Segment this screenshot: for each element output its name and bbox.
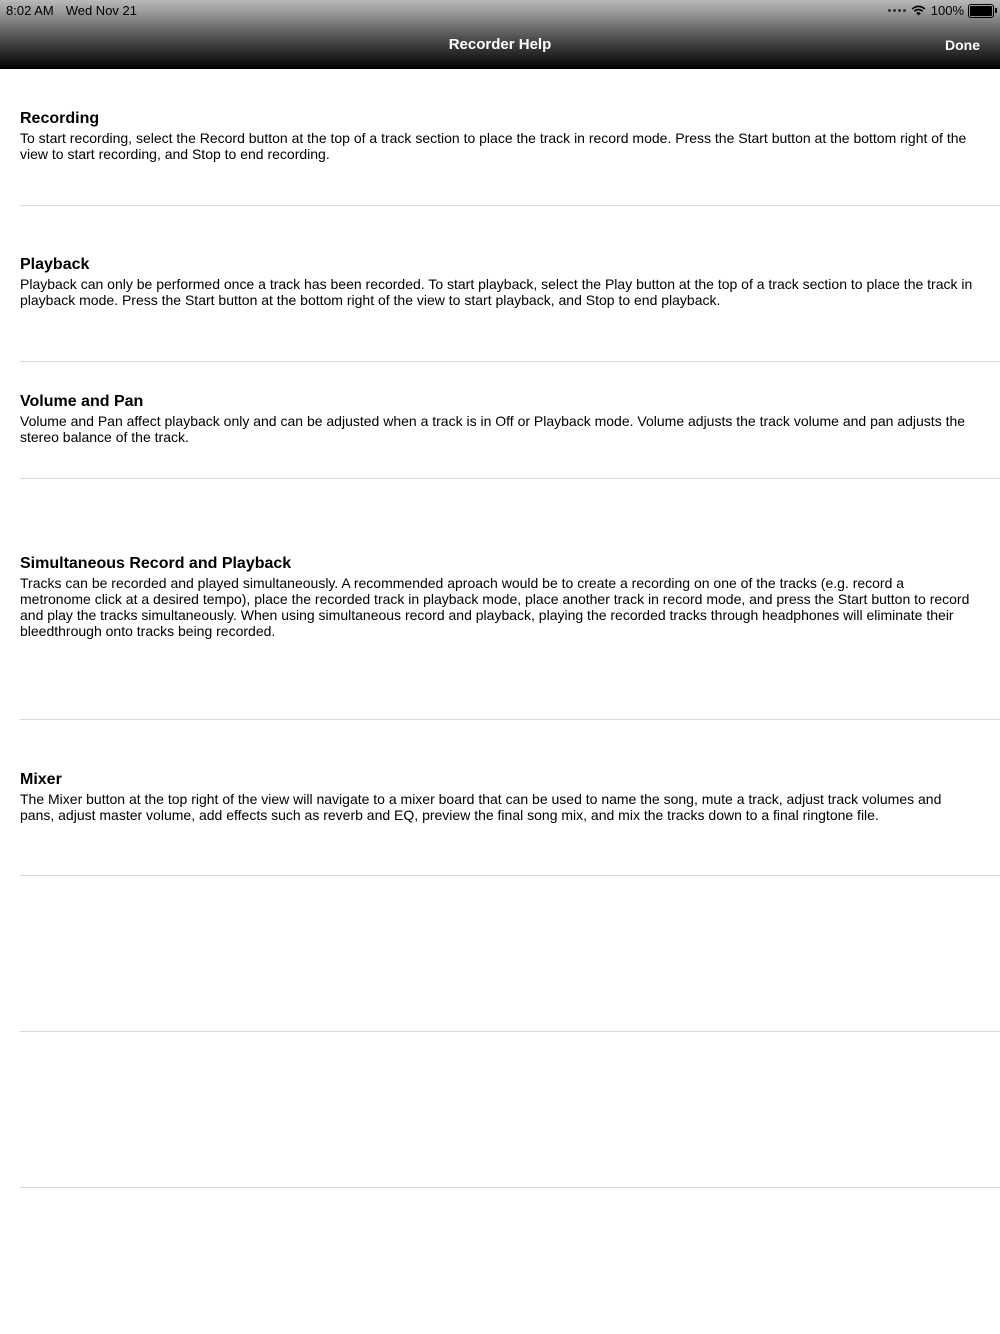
section-title: Mixer [20, 771, 62, 788]
help-section-volume-and-pan [20, 362, 1000, 479]
battery-icon [968, 4, 994, 18]
section-title: Simultaneous Record and Playback [20, 555, 292, 572]
section-body: Tracks can be recorded and played simultaneously. A recommended aproach would be to create a recording on one of the tracks (e.g. record a metronome click at a desired tempo), place the recorded track in playback mode, place another track in record mode, and press the Start button to record and play the tracks simultaneously. When using simultaneous record and playback, playing the recorded tracks through headphones will eliminate their bleedthrough onto tracks being recorded. [20, 575, 970, 639]
help-section-mixer [20, 720, 1000, 876]
help-section-playback [20, 206, 1000, 362]
section-title: Volume and Pan [20, 393, 144, 410]
section-body: The Mixer button at the top right of the view will navigate to a mixer board that can be used to name the song, mute a track, adjust track volumes and pans, adjust master volume, add effects such as reverb and EQ, preview the final song mix, and mix the tracks down to a final ringtone file. [20, 791, 942, 823]
done-button[interactable]: Done [945, 37, 980, 53]
section-body: To start recording, select the Record button at the top of a track section to place the track in record mode. Press the Start button at the bottom right of the view to start recording, and Stop to end recording. [20, 130, 967, 162]
help-section-recording [20, 69, 1000, 206]
status-bar-right [888, 3, 994, 18]
section-title: Playback [20, 256, 90, 273]
section-title: Recording [20, 110, 100, 127]
page-title: Recorder Help [448, 36, 552, 53]
battery-percentage: 100% [930, 3, 964, 18]
help-content [0, 69, 1000, 1188]
status-bar-left [6, 3, 137, 18]
help-section-simultaneous [20, 479, 1000, 720]
status-date: Wed Nov 21 [65, 3, 137, 18]
section-body: Playback can only be performed once a track has been recorded. To start playback, select the Play button at the top of a track section to place the track in playback mode. Press the Start button at the bottom right of the view to start playback, and Stop to end playback. [20, 276, 973, 308]
section-body: Volume and Pan affect playback only and can be adjusted when a track is in Off or Playback mode. Volume adjusts the track volume and pan adjusts the stereo balance of the track. [20, 413, 966, 445]
empty-row [20, 1032, 1000, 1188]
wifi-icon [911, 5, 926, 16]
status-time: 8:02 AM [6, 3, 54, 18]
navigation-bar [0, 0, 1000, 69]
signal-dots-icon [888, 9, 906, 12]
empty-row [20, 876, 1000, 1032]
